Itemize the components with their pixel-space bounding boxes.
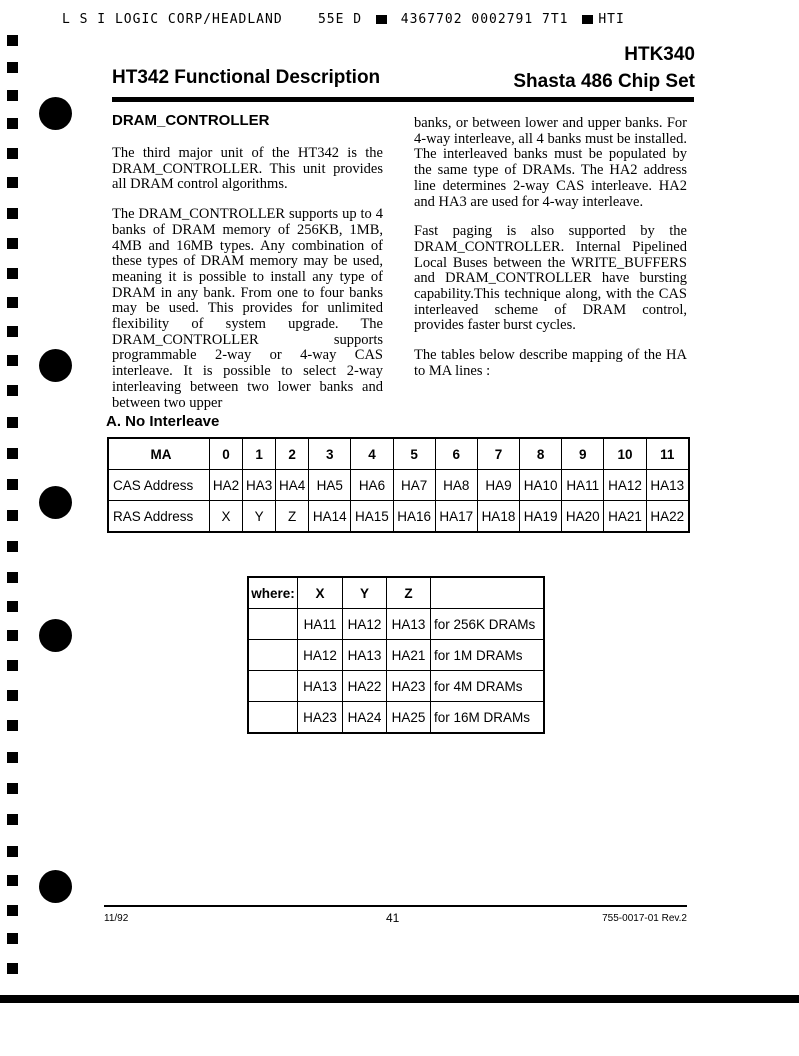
table-cell bbox=[248, 640, 298, 671]
binder-square bbox=[7, 35, 18, 46]
binder-square bbox=[7, 238, 18, 249]
paragraph: The DRAM_CONTROLLER supports up to 4 banks of DRAM memory of 256KB, 1MB, 4MB and 16MB types. Any combination of these types of DRAM memory may be used, meaning it is possible to install any type of DRAM in any bank. From one to four banks may be used. This provides for unlimited flexibility of system upgrade. The DRAM_CONTROLLER supports programmable 2-way or 4-way CAS interleave. It is possible to select 2-way interleaving between two lower banks and between two upper bbox=[112, 206, 383, 411]
table-header-cell: 2 bbox=[276, 438, 309, 470]
binder-hole bbox=[39, 870, 72, 903]
table-cell: HA16 bbox=[393, 501, 435, 533]
binder-hole bbox=[39, 97, 72, 130]
table-cell: for 1M DRAMs bbox=[431, 640, 545, 671]
table-cell bbox=[248, 671, 298, 702]
table-row bbox=[248, 702, 544, 734]
table-header-cell: 6 bbox=[435, 438, 477, 470]
binder-square bbox=[7, 479, 18, 490]
paragraph: banks, or between lower and upper banks. For 4-way interleave, all 4 banks must be installed. The interleaved banks must be populated by the same type of DRAMs. The HA2 address line determines 2-way CAS interleave. HA2 and HA3 are used for 4-way interleave. bbox=[414, 115, 687, 210]
binder-square bbox=[7, 326, 18, 337]
binder-square bbox=[7, 510, 18, 521]
paragraph: Fast paging is also supported by the DRAM_CONTROLLER. Internal Pipelined Local Buses between the WRITE_BUFFERS and DRAM_CONTROLLER have bursting capability.This technique along, with the CAS interleaved scheme of DRAM control, provides faster burst cycles. bbox=[414, 223, 687, 334]
table-row bbox=[248, 609, 544, 640]
scan-header-codes: 4367702 0002791 7T1 bbox=[400, 12, 569, 27]
binder-hole bbox=[39, 349, 72, 382]
table-header-cell: where: bbox=[248, 577, 298, 609]
page-title: HT342 Functional Description bbox=[112, 67, 381, 88]
binder-square bbox=[7, 177, 18, 188]
table-row bbox=[248, 671, 544, 702]
footer-rule bbox=[104, 905, 687, 907]
table-cell: RAS Address bbox=[108, 501, 210, 533]
table-cell: HA2 bbox=[210, 470, 243, 501]
binder-square bbox=[7, 752, 18, 763]
table-header-cell: 8 bbox=[520, 438, 562, 470]
table-cell: for 16M DRAMs bbox=[431, 702, 545, 734]
binder-square bbox=[7, 355, 18, 366]
table-header-cell: 4 bbox=[351, 438, 393, 470]
binder-square bbox=[7, 905, 18, 916]
table-title: A. No Interleave bbox=[106, 413, 220, 430]
table-cell: for 4M DRAMs bbox=[431, 671, 545, 702]
binder-square bbox=[7, 148, 18, 159]
section-title: DRAM_CONTROLLER bbox=[112, 112, 270, 129]
doc-number: 755-0017-01 Rev.2 bbox=[602, 913, 687, 924]
table-cell: HA15 bbox=[351, 501, 393, 533]
paragraph: The tables below describe mapping of the HA to MA lines : bbox=[414, 347, 687, 379]
table-cell: HA13 bbox=[387, 609, 431, 640]
table-cell bbox=[248, 702, 298, 734]
binder-square bbox=[7, 118, 18, 129]
table-header-cell: 5 bbox=[393, 438, 435, 470]
binder-square bbox=[7, 541, 18, 552]
table-header-cell: 7 bbox=[477, 438, 519, 470]
table-header-cell: Z bbox=[387, 577, 431, 609]
table-cell: HA17 bbox=[435, 501, 477, 533]
table-header-cell: 1 bbox=[243, 438, 276, 470]
table-header-cell: X bbox=[298, 577, 343, 609]
table-cell: HA14 bbox=[309, 501, 351, 533]
table-cell: HA13 bbox=[646, 470, 689, 501]
table-cell: HA20 bbox=[562, 501, 604, 533]
table-cell: HA13 bbox=[343, 640, 387, 671]
table-cell: HA11 bbox=[298, 609, 343, 640]
table-header-cell: 0 bbox=[210, 438, 243, 470]
no-interleave-table bbox=[107, 437, 690, 533]
table-cell: HA7 bbox=[393, 470, 435, 501]
table-cell: HA11 bbox=[562, 470, 604, 501]
table-cell: X bbox=[210, 501, 243, 533]
table-cell: HA23 bbox=[387, 671, 431, 702]
table-cell: Z bbox=[276, 501, 309, 533]
table-cell: HA12 bbox=[604, 470, 646, 501]
binder-square bbox=[7, 385, 18, 396]
binder-square bbox=[7, 90, 18, 101]
scan-bottom-bar bbox=[0, 995, 799, 1003]
binder-hole bbox=[39, 619, 72, 652]
table-cell: for 256K DRAMs bbox=[431, 609, 545, 640]
table-cell: HA5 bbox=[309, 470, 351, 501]
binder-square bbox=[7, 572, 18, 583]
table-cell: HA22 bbox=[343, 671, 387, 702]
table-header-cell: MA bbox=[108, 438, 210, 470]
footer-date: 11/92 bbox=[104, 913, 129, 924]
table-header-cell: Y bbox=[343, 577, 387, 609]
table-cell: Y bbox=[243, 501, 276, 533]
table-cell: HA8 bbox=[435, 470, 477, 501]
table-cell: HA21 bbox=[604, 501, 646, 533]
table-row bbox=[248, 640, 544, 671]
table-header-cell: 3 bbox=[309, 438, 351, 470]
binder-square bbox=[7, 783, 18, 794]
binder-square bbox=[7, 814, 18, 825]
table-header-cell bbox=[431, 577, 545, 609]
table-header-row bbox=[248, 577, 544, 609]
table-cell: HA22 bbox=[646, 501, 689, 533]
scan-header-company: L S I LOGIC CORP/HEADLAND bbox=[62, 12, 283, 27]
binder-square bbox=[7, 62, 18, 73]
scan-header bbox=[62, 12, 782, 27]
binder-square bbox=[7, 448, 18, 459]
scan-block-icon bbox=[376, 15, 387, 24]
scan-header-right: HTI bbox=[598, 12, 625, 27]
binder-square bbox=[7, 875, 18, 886]
table-header-row bbox=[108, 438, 689, 470]
binder-square bbox=[7, 963, 18, 974]
binder-square bbox=[7, 720, 18, 731]
table-cell: HA12 bbox=[298, 640, 343, 671]
binder-square bbox=[7, 630, 18, 641]
binder-square bbox=[7, 268, 18, 279]
binder-square bbox=[7, 933, 18, 944]
table-cell: HA19 bbox=[520, 501, 562, 533]
scan-header-mark: 55E D bbox=[317, 12, 363, 27]
table-cell bbox=[248, 609, 298, 640]
header-rule bbox=[112, 97, 694, 102]
table-cell: HA23 bbox=[298, 702, 343, 734]
table-cell: HA25 bbox=[387, 702, 431, 734]
scan-block-icon bbox=[582, 15, 593, 24]
binder-square bbox=[7, 297, 18, 308]
binder-square bbox=[7, 417, 18, 428]
table-cell: HA12 bbox=[343, 609, 387, 640]
table-cell: HA6 bbox=[351, 470, 393, 501]
binder-square bbox=[7, 208, 18, 219]
doc-code: HTK340 bbox=[624, 44, 695, 65]
page-number: 41 bbox=[386, 911, 400, 925]
table-header-cell: 10 bbox=[604, 438, 646, 470]
table-cell: HA18 bbox=[477, 501, 519, 533]
table-cell: HA13 bbox=[298, 671, 343, 702]
binder-square bbox=[7, 690, 18, 701]
table-header-cell: 11 bbox=[646, 438, 689, 470]
table-header-cell: 9 bbox=[562, 438, 604, 470]
table-cell: HA24 bbox=[343, 702, 387, 734]
binder-hole bbox=[39, 486, 72, 519]
table-cell: CAS Address bbox=[108, 470, 210, 501]
table-row bbox=[108, 501, 689, 533]
table-cell: HA21 bbox=[387, 640, 431, 671]
right-column bbox=[414, 116, 687, 392]
binder-square bbox=[7, 601, 18, 612]
binder-square bbox=[7, 660, 18, 671]
left-column bbox=[112, 146, 383, 423]
table-cell: HA10 bbox=[520, 470, 562, 501]
page-subtitle: Shasta 486 Chip Set bbox=[513, 71, 695, 92]
paragraph: The third major unit of the HT342 is the DRAM_CONTROLLER. This unit provides all DRAM control algorithms. bbox=[112, 145, 383, 193]
table-cell: HA3 bbox=[243, 470, 276, 501]
binder-square bbox=[7, 846, 18, 857]
table-cell: HA4 bbox=[276, 470, 309, 501]
where-table bbox=[247, 576, 545, 734]
table-row bbox=[108, 470, 689, 501]
table-cell: HA9 bbox=[477, 470, 519, 501]
